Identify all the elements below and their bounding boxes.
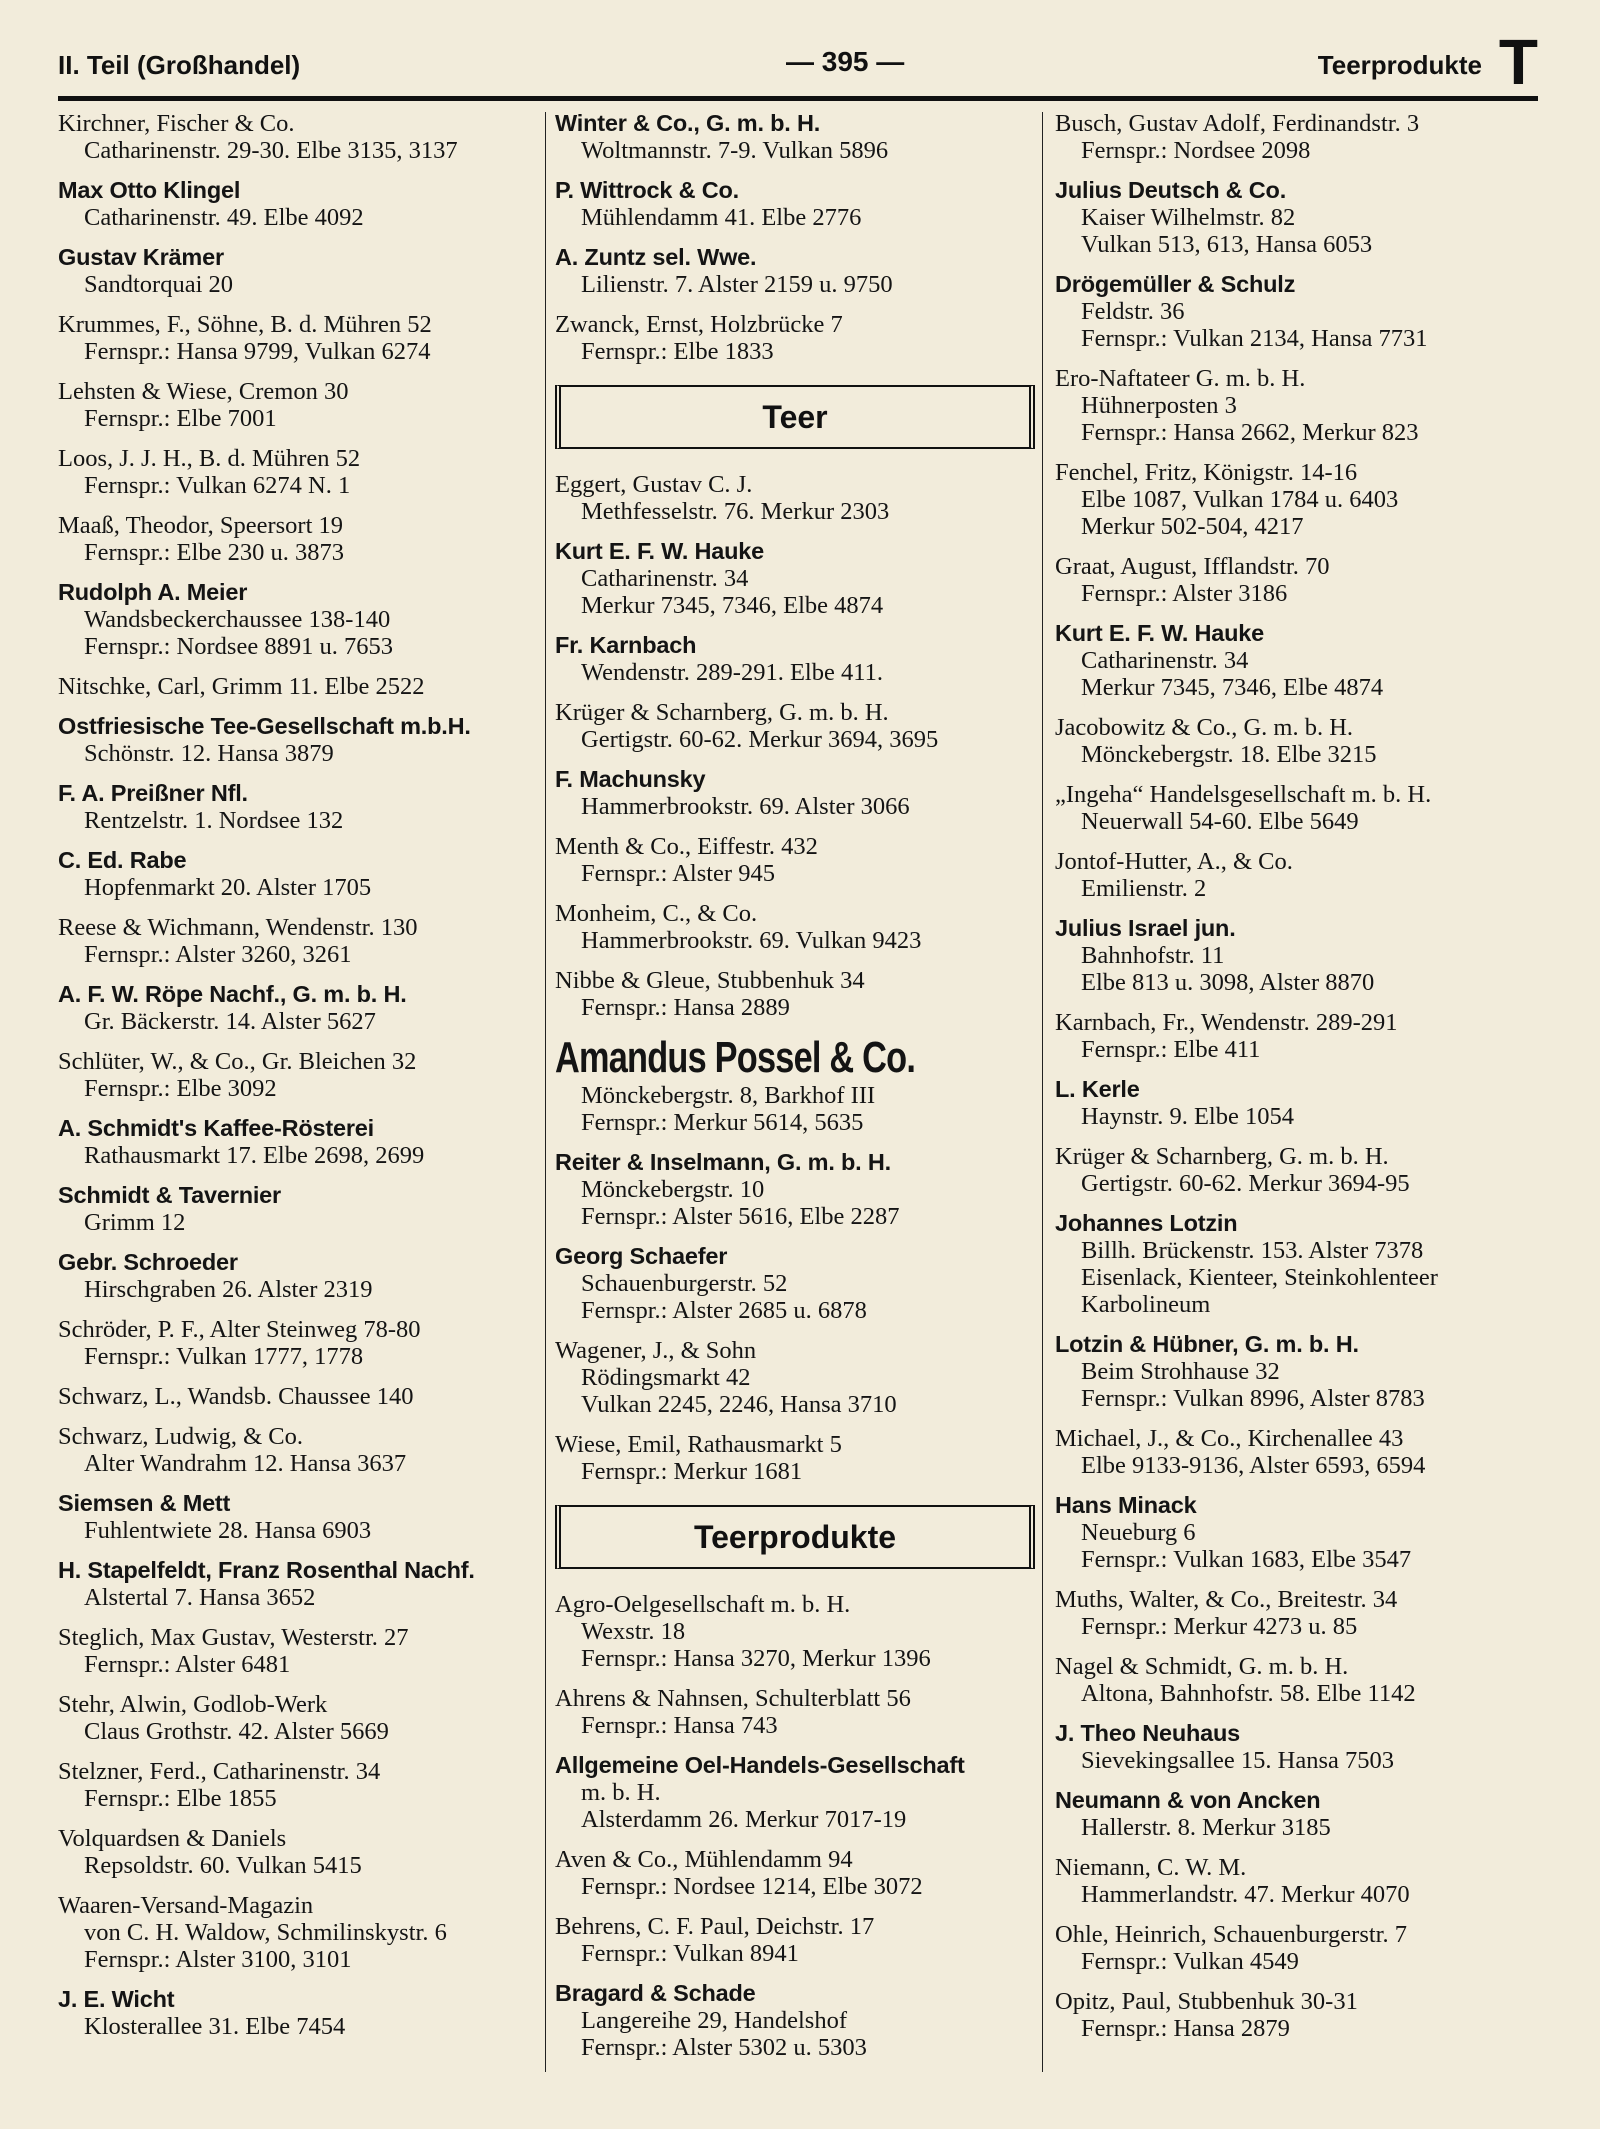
directory-entry	[1055, 620, 1535, 701]
company-name: Karnbach, Fr., Wendenstr. 289-291	[1055, 1009, 1398, 1036]
entry-line: Mühlendamm 41. Elbe 2776	[581, 204, 862, 231]
entry-line: Fernspr.: Vulkan 8996, Alster 8783	[1081, 1385, 1425, 1412]
directory-entry	[555, 699, 1035, 753]
entry-line: Catharinenstr. 34	[1081, 647, 1249, 674]
company-name: Kurt E. F. W. Hauke	[1055, 620, 1265, 646]
page-header	[58, 26, 1538, 98]
entry-line: Fernspr.: Merkur 4273 u. 85	[1081, 1613, 1358, 1640]
company-name: Gebr. Schroeder	[58, 1249, 238, 1275]
advertisement-entry	[555, 1034, 1035, 1136]
entry-line: Fernspr.: Nordsee 8891 u. 7653	[84, 633, 393, 660]
company-name: Jontof-Hutter, A., & Co.	[1055, 848, 1293, 875]
entry-line: Repsoldstr. 60. Vulkan 5415	[84, 1852, 362, 1879]
column-divider	[1042, 112, 1043, 2072]
directory-entry	[58, 445, 538, 499]
entry-line: Gertigstr. 60-62. Merkur 3694, 3695	[581, 726, 939, 753]
entry-line: Fernspr.: Elbe 1855	[84, 1785, 277, 1812]
entry-line: Merkur 502-504, 4217	[1081, 513, 1304, 540]
entry-line: Karbolineum	[1081, 1291, 1211, 1318]
directory-entry	[555, 110, 1035, 164]
entry-line: Alstertal 7. Hansa 3652	[84, 1584, 316, 1611]
company-name: Aven & Co., Mühlendamm 94	[555, 1846, 853, 1873]
company-name: Fenchel, Fritz, Königstr. 14-16	[1055, 459, 1358, 486]
company-name: A. Schmidt's Kaffee-Rösterei	[58, 1115, 375, 1141]
directory-entry	[58, 244, 538, 298]
company-name: Reese & Wichmann, Wendenstr. 130	[58, 914, 418, 941]
directory-entry	[1055, 553, 1535, 607]
company-name: Julius Deutsch & Co.	[1055, 177, 1287, 203]
directory-entry	[58, 579, 538, 660]
entry-line: Claus Grothstr. 42. Alster 5669	[84, 1718, 389, 1745]
entry-line: Haynstr. 9. Elbe 1054	[1081, 1103, 1294, 1130]
entry-line: Grimm 12	[84, 1209, 186, 1236]
company-name: Bragard & Schade	[555, 1980, 756, 2006]
header-rule	[58, 96, 1538, 101]
entry-line: Elbe 9133-9136, Alster 6593, 6594	[1081, 1452, 1426, 1479]
entry-group	[555, 1591, 1035, 2061]
company-name: Gustav Krämer	[58, 244, 224, 270]
company-name: Max Otto Klingel	[58, 177, 241, 203]
directory-entry	[1055, 1143, 1535, 1197]
entry-line: Catharinenstr. 34	[581, 565, 749, 592]
entry-line: Langereihe 29, Handelshof	[581, 2007, 847, 2034]
column-3	[1055, 110, 1535, 2055]
company-name: Eggert, Gustav C. J.	[555, 471, 753, 498]
entry-line: Altona, Bahnhofstr. 58. Elbe 1142	[1081, 1680, 1416, 1707]
section-label: II. Teil (Großhandel)	[58, 50, 301, 80]
entry-line: Fernspr.: Alster 3260, 3261	[84, 941, 352, 968]
company-name: Zwanck, Ernst, Holzbrücke 7	[555, 311, 843, 338]
entry-line: Fernspr.: Alster 6481	[84, 1651, 291, 1678]
company-name: L. Kerle	[1055, 1076, 1140, 1102]
entry-line: Gr. Bäckerstr. 14. Alster 5627	[84, 1008, 376, 1035]
directory-entry	[1055, 1586, 1535, 1640]
directory-entry	[1055, 177, 1535, 258]
entry-line: Fernspr.: Alster 2685 u. 6878	[581, 1297, 867, 1324]
company-name: Volquardsen & Daniels	[58, 1825, 287, 1852]
directory-entry	[58, 1115, 538, 1169]
directory-entry	[1055, 781, 1535, 835]
company-name: Schröder, P. F., Alter Steinweg 78-80	[58, 1316, 421, 1343]
section-heading-teerprodukte: Teerprodukte	[555, 1505, 1035, 1569]
directory-entry	[58, 1423, 538, 1477]
company-name: Fr. Karnbach	[555, 632, 697, 658]
directory-entry	[555, 177, 1035, 231]
entry-line: Rathausmarkt 17. Elbe 2698, 2699	[84, 1142, 425, 1169]
entry-line: Feldstr. 36	[1081, 298, 1185, 325]
company-name: Nitschke, Carl, Grimm 11. Elbe 2522	[58, 673, 425, 700]
entry-line: Bahnhofstr. 11	[1081, 942, 1225, 969]
company-name: Julius Israel jun.	[1055, 915, 1236, 941]
entry-line: Rentzelstr. 1. Nordsee 132	[84, 807, 344, 834]
entry-line: Fernspr.: Alster 3100, 3101	[84, 1946, 352, 1973]
company-name: Johannes Lotzin	[1055, 1210, 1238, 1236]
entry-line: Woltmannstr. 7-9. Vulkan 5896	[581, 137, 889, 164]
directory-entry	[555, 1337, 1035, 1418]
entry-line: Alsterdamm 26. Merkur 7017-19	[581, 1806, 907, 1833]
company-name: Lehsten & Wiese, Cremon 30	[58, 378, 349, 405]
directory-entry	[1055, 1854, 1535, 1908]
company-name: Schwarz, Ludwig, & Co.	[58, 1423, 303, 1450]
directory-entry	[58, 1383, 538, 1410]
entry-group	[555, 110, 1035, 365]
company-name: Jacobowitz & Co., G. m. b. H.	[1055, 714, 1354, 741]
entry-line: Fernspr.: Elbe 230 u. 3873	[84, 539, 344, 566]
company-name: Busch, Gustav Adolf, Ferdinandstr. 3	[1055, 110, 1420, 137]
entry-line: Hammerbrookstr. 69. Alster 3066	[581, 793, 910, 820]
column-2	[555, 110, 1035, 2074]
company-name: Drögemüller & Schulz	[1055, 271, 1296, 297]
entry-line: Fernspr.: Vulkan 8941	[581, 1940, 799, 1967]
directory-entry	[1055, 915, 1535, 996]
directory-entry	[555, 632, 1035, 686]
entry-line: Neueburg 6	[1081, 1519, 1196, 1546]
directory-entry	[58, 1316, 538, 1370]
directory-entry	[1055, 1425, 1535, 1479]
directory-entry	[58, 1758, 538, 1812]
entry-group	[555, 471, 1035, 1021]
entry-line: Schauenburgerstr. 52	[581, 1270, 788, 1297]
directory-entry	[555, 766, 1035, 820]
entry-line: Catharinenstr. 49. Elbe 4092	[84, 204, 364, 231]
company-name: „Ingeha“ Handelsgesellschaft m. b. H.	[1055, 781, 1432, 808]
entry-line: Rödingsmarkt 42	[581, 1364, 751, 1391]
entry-line: Fernspr.: Merkur 5614, 5635	[581, 1109, 864, 1136]
company-name: C. Ed. Rabe	[58, 847, 187, 873]
directory-entry	[1055, 1787, 1535, 1841]
company-name: Loos, J. J. H., B. d. Mühren 52	[58, 445, 361, 472]
directory-entry	[555, 311, 1035, 365]
entry-line: Vulkan 2245, 2246, Hansa 3710	[581, 1391, 897, 1418]
directory-entry	[58, 713, 538, 767]
company-name: Krüger & Scharnberg, G. m. b. H.	[555, 699, 889, 726]
directory-entry	[1055, 459, 1535, 540]
company-name: F. Machunsky	[555, 766, 706, 792]
entry-line: Fernspr.: Hansa 2889	[581, 994, 790, 1021]
directory-entry	[58, 1557, 538, 1611]
entry-line: Fernspr.: Nordsee 2098	[1081, 137, 1311, 164]
directory-entry	[1055, 1921, 1535, 1975]
directory-entry	[58, 1490, 538, 1544]
company-name: Schlüter, W., & Co., Gr. Bleichen 32	[58, 1048, 417, 1075]
directory-entry	[58, 981, 538, 1035]
directory-entry	[555, 1913, 1035, 1967]
directory-entry	[58, 1249, 538, 1303]
directory-entry	[58, 378, 538, 432]
directory-entry	[1055, 1076, 1535, 1130]
entry-line: von C. H. Waldow, Schmilinskystr. 6	[84, 1919, 447, 1946]
category-title: Teerprodukte	[1317, 50, 1482, 80]
directory-entry	[58, 1986, 538, 2040]
company-name: Ostfriesische Tee-Gesellschaft m.b.H.	[58, 713, 471, 739]
entry-line: Fernspr.: Vulkan 1777, 1778	[84, 1343, 364, 1370]
company-name: Winter & Co., G. m. b. H.	[555, 110, 821, 136]
entry-line: Fernspr.: Alster 3186	[1081, 580, 1288, 607]
company-name: Niemann, C. W. M.	[1055, 1854, 1247, 1881]
directory-entry	[58, 1624, 538, 1678]
directory-entry	[58, 1691, 538, 1745]
directory-entry	[1055, 1492, 1535, 1573]
directory-entry	[1055, 1653, 1535, 1707]
entry-line: Wandsbeckerchaussee 138-140	[84, 606, 391, 633]
company-name: Nibbe & Gleue, Stubbenhuk 34	[555, 967, 865, 994]
company-name: Waaren-Versand-Magazin	[58, 1892, 314, 1919]
directory-entry	[58, 1892, 538, 1973]
entry-line: Mönckebergstr. 8, Barkhof III	[581, 1082, 876, 1109]
company-name: Reiter & Inselmann, G. m. b. H.	[555, 1149, 891, 1175]
entry-line: Hammerbrookstr. 69. Vulkan 9423	[581, 927, 922, 954]
entry-line: Lilienstr. 7. Alster 2159 u. 9750	[581, 271, 893, 298]
entry-line: Beim Strohhause 32	[1081, 1358, 1280, 1385]
directory-entry	[555, 900, 1035, 954]
company-name: Monheim, C., & Co.	[555, 900, 758, 927]
directory-entry	[555, 538, 1035, 619]
entry-line: Eisenlack, Kienteer, Steinkohlenteer	[1081, 1264, 1438, 1291]
entry-line: Hopfenmarkt 20. Alster 1705	[84, 874, 372, 901]
company-name: Stehr, Alwin, Godlob-Werk	[58, 1691, 328, 1718]
entry-line: Hallerstr. 8. Merkur 3185	[1081, 1814, 1331, 1841]
company-name: Ero-Naftateer G. m. b. H.	[1055, 365, 1306, 392]
entry-line: Fernspr.: Vulkan 2134, Hansa 7731	[1081, 325, 1428, 352]
entry-line: Vulkan 513, 613, Hansa 6053	[1081, 231, 1373, 258]
company-name: Nagel & Schmidt, G. m. b. H.	[1055, 1653, 1349, 1680]
entry-line: Fernspr.: Nordsee 1214, Elbe 3072	[581, 1873, 923, 1900]
entry-line: Kaiser Wilhelmstr. 82	[1081, 204, 1296, 231]
directory-entry	[58, 673, 538, 700]
directory-entry	[555, 1431, 1035, 1485]
directory-entry	[1055, 1210, 1535, 1318]
directory-entry	[58, 177, 538, 231]
entry-line: Billh. Brückenstr. 153. Alster 7378	[1081, 1237, 1424, 1264]
directory-entry	[555, 1591, 1035, 1672]
entry-line: Fernspr.: Alster 5302 u. 5303	[581, 2034, 867, 2061]
company-name: Schmidt & Tavernier	[58, 1182, 281, 1208]
company-name: Graat, August, Ifflandstr. 70	[1055, 553, 1330, 580]
directory-entry	[1055, 271, 1535, 352]
entry-line: Fernspr.: Alster 5616, Elbe 2287	[581, 1203, 900, 1230]
entry-line: Mönckebergstr. 18. Elbe 3215	[1081, 741, 1377, 768]
advertisement-company-name: Amandus Possel & Co.	[555, 1033, 916, 1082]
entry-line: Emilienstr. 2	[1081, 875, 1207, 902]
entry-line: Fernspr.: Elbe 1833	[581, 338, 774, 365]
entry-line: Fernspr.: Alster 945	[581, 860, 775, 887]
company-name: Georg Schaefer	[555, 1243, 728, 1269]
entry-line: Fernspr.: Hansa 2662, Merkur 823	[1081, 419, 1419, 446]
directory-entry	[1055, 1720, 1535, 1774]
company-name: Krummes, F., Söhne, B. d. Mühren 52	[58, 311, 432, 338]
company-name: Rudolph A. Meier	[58, 579, 248, 605]
entry-line: Fernspr.: Elbe 7001	[84, 405, 277, 432]
directory-entry	[58, 512, 538, 566]
company-name: Wiese, Emil, Rathausmarkt 5	[555, 1431, 842, 1458]
entry-line: m. b. H.	[581, 1779, 661, 1806]
entry-line: Fernspr.: Hansa 9799, Vulkan 6274	[84, 338, 431, 365]
entry-line: Fernspr.: Hansa 2879	[1081, 2015, 1290, 2042]
entry-line: Fuhlentwiete 28. Hansa 6903	[84, 1517, 372, 1544]
directory-entry	[58, 1048, 538, 1102]
company-name: J. E. Wicht	[58, 1986, 175, 2012]
directory-entry	[58, 847, 538, 901]
entry-line: Schönstr. 12. Hansa 3879	[84, 740, 334, 767]
company-name: F. A. Preißner Nfl.	[58, 780, 248, 806]
directory-entry	[1055, 714, 1535, 768]
section-heading-teer: Teer	[555, 385, 1035, 449]
page-number: — 395 —	[786, 46, 905, 77]
directory-entry	[58, 1825, 538, 1879]
directory-entry	[555, 1149, 1035, 1230]
company-name: Siemsen & Mett	[58, 1490, 231, 1516]
directory-entry	[1055, 365, 1535, 446]
company-name: Steglich, Max Gustav, Westerstr. 27	[58, 1624, 409, 1651]
company-name: Lotzin & Hübner, G. m. b. H.	[1055, 1331, 1359, 1357]
company-name: Allgemeine Oel-Handels-Gesellschaft	[555, 1752, 965, 1778]
company-name: Maaß, Theodor, Speersort 19	[58, 512, 344, 539]
entry-line: Fernspr.: Elbe 3092	[84, 1075, 277, 1102]
directory-entry	[58, 780, 538, 834]
directory-entry	[58, 914, 538, 968]
entry-line: Merkur 7345, 7346, Elbe 4874	[581, 592, 884, 619]
directory-entry	[555, 244, 1035, 298]
directory-entry	[58, 1182, 538, 1236]
entry-line: Neuerwall 54-60. Elbe 5649	[1081, 808, 1359, 835]
directory-entry	[58, 311, 538, 365]
entry-line: Fernspr.: Merkur 1681	[581, 1458, 803, 1485]
company-name: Schwarz, L., Wandsb. Chaussee 140	[58, 1383, 414, 1410]
entry-line: Elbe 813 u. 3098, Alster 8870	[1081, 969, 1375, 996]
directory-entry	[1055, 110, 1535, 164]
company-name: Ahrens & Nahnsen, Schulterblatt 56	[555, 1685, 911, 1712]
entry-line: Merkur 7345, 7346, Elbe 4874	[1081, 674, 1384, 701]
directory-entry	[555, 967, 1035, 1021]
company-name: Muths, Walter, & Co., Breitestr. 34	[1055, 1586, 1398, 1613]
directory-entry	[1055, 848, 1535, 902]
directory-entry	[555, 1685, 1035, 1739]
entry-line: Wendenstr. 289-291. Elbe 411.	[581, 659, 883, 686]
entry-line: Hirschgraben 26. Alster 2319	[84, 1276, 373, 1303]
entry-line: Fernspr.: Hansa 743	[581, 1712, 778, 1739]
company-name: A. Zuntz sel. Wwe.	[555, 244, 757, 270]
entry-line: Fernspr.: Vulkan 6274 N. 1	[84, 472, 351, 499]
directory-entry	[555, 1980, 1035, 2061]
directory-entry	[1055, 1009, 1535, 1063]
entry-line: Fernspr.: Hansa 3270, Merkur 1396	[581, 1645, 931, 1672]
entry-line: Fernspr.: Vulkan 4549	[1081, 1948, 1299, 1975]
company-name: A. F. W. Röpe Nachf., G. m. b. H.	[58, 981, 407, 1007]
company-name: J. Theo Neuhaus	[1055, 1720, 1241, 1746]
directory-entry	[555, 833, 1035, 887]
company-name: Ohle, Heinrich, Schauenburgerstr. 7	[1055, 1921, 1407, 1948]
directory-entry	[1055, 1331, 1535, 1412]
company-name: Opitz, Paul, Stubbenhuk 30-31	[1055, 1988, 1358, 2015]
company-name: Neumann & von Ancken	[1055, 1787, 1321, 1813]
company-name: Behrens, C. F. Paul, Deichstr. 17	[555, 1913, 875, 1940]
company-name: Hans Minack	[1055, 1492, 1197, 1518]
column-divider	[545, 112, 546, 2072]
company-name: Menth & Co., Eiffestr. 432	[555, 833, 818, 860]
company-name: Stelzner, Ferd., Catharinenstr. 34	[58, 1758, 381, 1785]
entry-line: Alter Wandrahm 12. Hansa 3637	[84, 1450, 407, 1477]
directory-entry	[555, 1846, 1035, 1900]
entry-line: Methfesselstr. 76. Merkur 2303	[581, 498, 890, 525]
company-name: Kurt E. F. W. Hauke	[555, 538, 765, 564]
company-name: Krüger & Scharnberg, G. m. b. H.	[1055, 1143, 1389, 1170]
company-name: H. Stapelfeldt, Franz Rosenthal Nachf.	[58, 1557, 475, 1583]
directory-entry	[555, 1752, 1035, 1833]
directory-entry	[555, 1243, 1035, 1324]
entry-line: Gertigstr. 60-62. Merkur 3694-95	[1081, 1170, 1410, 1197]
entry-line: Hammerlandstr. 47. Merkur 4070	[1081, 1881, 1410, 1908]
directory-entry	[58, 110, 538, 164]
entry-line: Klosterallee 31. Elbe 7454	[84, 2013, 346, 2040]
entry-line: Sandtorquai 20	[84, 271, 234, 298]
column-1	[58, 110, 538, 2053]
company-name: P. Wittrock & Co.	[555, 177, 739, 203]
entry-line: Mönckebergstr. 10	[581, 1176, 765, 1203]
company-name: Wagener, J., & Sohn	[555, 1337, 757, 1364]
entry-line: Elbe 1087, Vulkan 1784 u. 6403	[1081, 486, 1399, 513]
entry-line: Fernspr.: Vulkan 1683, Elbe 3547	[1081, 1546, 1412, 1573]
company-name: Kirchner, Fischer & Co.	[58, 110, 295, 137]
directory-entry	[1055, 1988, 1535, 2042]
entry-line: Wexstr. 18	[581, 1618, 686, 1645]
index-letter: T	[1498, 26, 1538, 98]
entry-line: Sievekingsallee 15. Hansa 7503	[1081, 1747, 1394, 1774]
entry-group	[555, 1149, 1035, 1485]
directory-entry	[555, 471, 1035, 525]
company-name: Michael, J., & Co., Kirchenallee 43	[1055, 1425, 1404, 1452]
entry-line: Hühnerposten 3	[1081, 392, 1237, 419]
company-name: Agro-Oelgesellschaft m. b. H.	[555, 1591, 851, 1618]
entry-line: Catharinenstr. 29-30. Elbe 3135, 3137	[84, 137, 458, 164]
entry-line: Fernspr.: Elbe 411	[1081, 1036, 1261, 1063]
